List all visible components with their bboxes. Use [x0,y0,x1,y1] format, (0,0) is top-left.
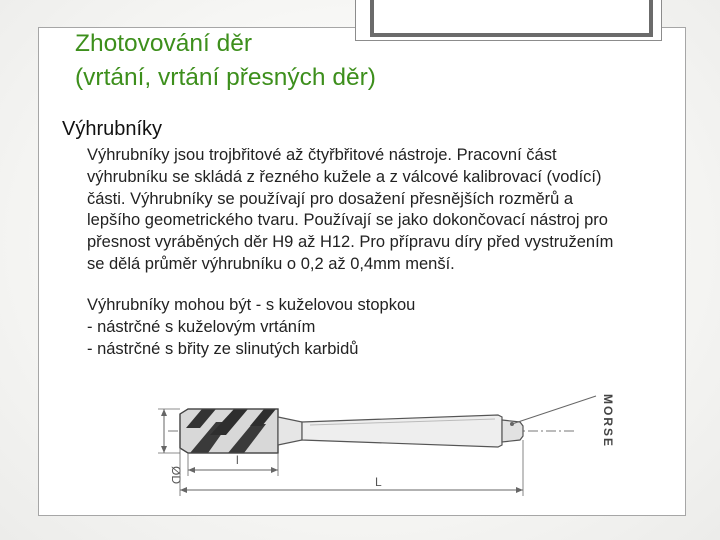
flute-length-dimension [188,453,278,476]
section-heading: Výhrubníky [62,118,163,140]
slide-title [75,27,495,95]
taper-leader-line [512,396,596,424]
slide-title-line1: Zhotovování děr [75,30,253,57]
morse-taper-label: MORSE [601,394,615,449]
slide-title-line2: (vrtání, vrtání přesných děr) [75,64,376,91]
tool-neck [278,417,302,445]
diameter-label: ØD [169,466,183,484]
list-item: Výhrubníky mohou být - s kuželovou stopkou [87,296,416,314]
taper-leader-dot [510,422,514,426]
body-list [87,295,647,360]
fluted-body [180,409,278,453]
body-paragraph: Výhrubníky jsou trojbřitové až čtyřbřitové nástroje. Pracovní část výhrubníku se skládá z řezného kužele a z válcové kalibrovací (vodící) části. Výhrubníky se používají pro dosažení přesnějších rozměrů a lepšího geometrického tvaru. Používají se jako dokončovací nástroj pro přesnost vyráběných děr H9 až H12. Pro přípravu díry před vystružením se dělá průměr výhrubníku o 0,2 až 0,4mm menší. [87,146,614,273]
core-drill-drawing [150,378,630,500]
list-item: - nástrčné s břity ze slinutých karbidů [87,339,359,358]
list-item: - nástrčné s kuželovým vrtáním [87,317,316,336]
drawing-svg [150,378,630,500]
flute-length-label: l [236,453,239,467]
overall-length-label: L [375,475,382,489]
